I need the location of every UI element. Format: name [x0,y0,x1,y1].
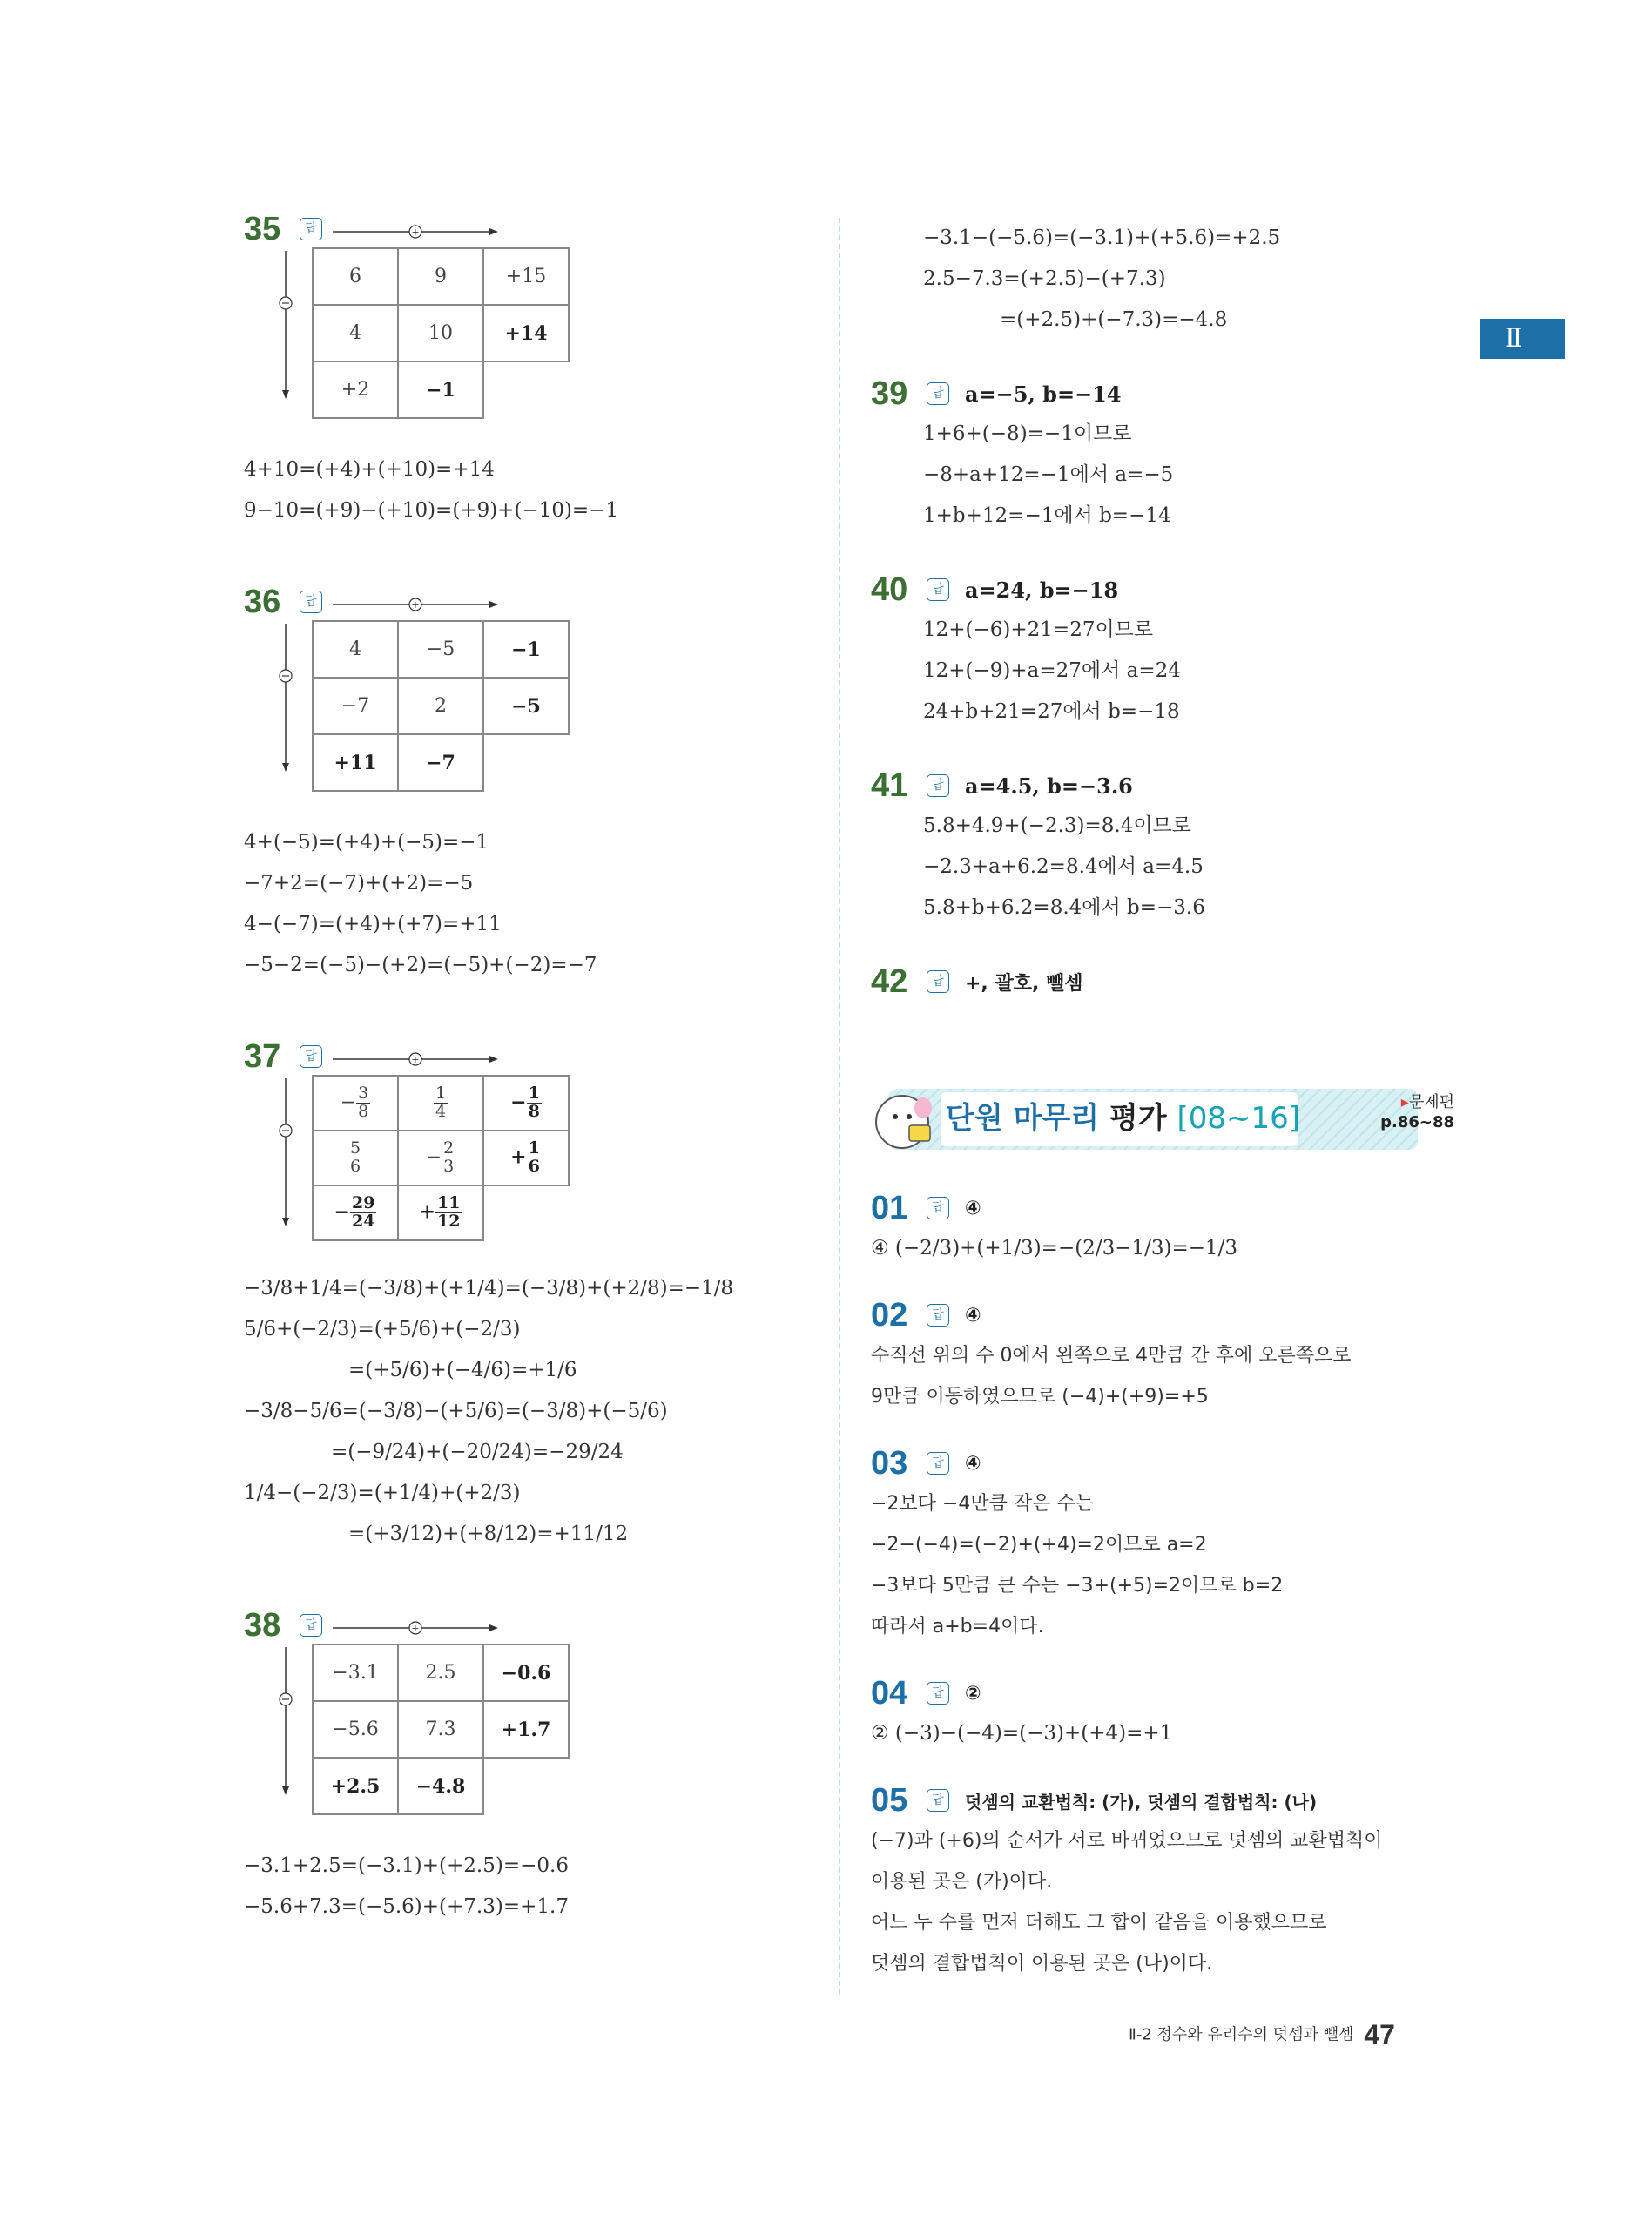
solution-line: −2보다 −4만큼 작은 수는 [871,1493,1094,1515]
page-number: 47 [1364,2019,1395,2050]
triangle-right-icon: ▸ [1400,1093,1409,1111]
solution-line: 4−(−7)=(+4)+(+7)=+11 [244,913,502,935]
problem-35 [244,209,819,531]
problem-37 [244,1037,819,1555]
grid-diagram [280,1619,819,1846]
solution-line: 12+(−9)+a=27에서 a=24 [923,659,1181,682]
unit-title-main: 단원 마무리 [946,1101,1100,1136]
question-number: 04 [871,1674,908,1712]
fraction-grid [312,1075,570,1241]
solution-line: 1+6+(−8)=−1이므로 [923,422,1132,445]
solution-line: ④ (−2/3)+(+1/3)=−(2/3−1/3)=−1/3 [871,1237,1238,1259]
solution-line: −3보다 5만큼 큰 수는 −3+(+5)=2이므로 b=2 [871,1575,1284,1597]
solution-line: 따라서 a+b=4이다. [871,1616,1044,1638]
question-number: 02 [871,1296,908,1334]
grid-diagram [280,223,819,449]
solution-line: −3.1−(−5.6)=(−3.1)+(+5.6)=+2.5 [923,226,1281,249]
grid-cell-answer: −0.6 [483,1644,569,1701]
number-grid [312,1644,570,1815]
grid-cell-answer: −1 [483,621,569,678]
grid-cell: − $\frac{3}{8}$ [313,1076,398,1131]
reference-pages: p.86~88 [1380,1113,1454,1132]
grid-cell: 2 [398,678,483,734]
answer-mark-icon: 답 [927,1304,949,1327]
unit-reference [1380,1092,1454,1133]
grid-cell: −5 [398,621,483,678]
problem-number: 38 [244,1606,281,1644]
answer-mark-icon: 답 [927,1197,949,1219]
plus-arrow-icon [333,596,498,613]
grid-cell-answer: − $\frac{29}{24}$ [313,1185,398,1240]
problem-38 [244,1605,819,1928]
grid-cell: − $\frac{2}{3}$ [398,1131,483,1185]
solution-line: 5.8+b+6.2=8.4에서 b=−3.6 [923,896,1205,919]
grid-cell: −3.1 [313,1644,398,1701]
solution-line: −2−(−4)=(−2)+(+4)=2이므로 a=2 [871,1534,1207,1556]
grid-cell: −7 [313,678,398,734]
grid-cell-empty [483,1185,569,1240]
page-footer [1129,2019,1395,2051]
question-number: 05 [871,1781,908,1819]
grid-cell-answer: − $\frac{1}{8}$ [483,1076,569,1131]
problem-number: 39 [871,375,908,412]
grid-cell-answer: −4.8 [398,1758,483,1814]
grid-cell: 4 [313,621,398,678]
answer-mark-icon: 답 [927,1682,949,1705]
problem-number: 35 [244,210,281,247]
minus-arrow-icon [277,1078,294,1226]
question-01 [871,1188,1446,1269]
solution-line: 9만큼 이동하였으므로 (−4)+(+9)=+5 [871,1386,1209,1408]
problem-42 [871,962,1446,1002]
chapter-tab: Ⅱ [1480,319,1565,359]
grid-cell: +15 [483,248,569,305]
answer-mark-icon: 답 [300,591,322,613]
answer-mark-icon: 답 [300,1614,322,1637]
solution-line: −3/8−5/6=(−3/8)−(+5/6)=(−3/8)+(−5/6) [244,1400,668,1422]
grid-cell: 9 [398,248,483,305]
problem-number: 42 [871,962,908,1000]
minus-arrow-icon [277,624,294,772]
answer-text: ④ [965,1452,981,1475]
answer-text: a=4.5, b=−3.6 [965,773,1133,799]
solution-line: =(+5/6)+(−4/6)=+1/6 [348,1359,577,1381]
solution-line: −3/8+1/4=(−3/8)+(+1/4)=(−3/8)+(+2/8)=−1/8 [244,1277,734,1300]
plus-arrow-icon [333,1050,498,1068]
grid-cell-empty [483,361,569,418]
svg-text:+: + [411,226,420,238]
solution-line: 수직선 위의 수 0에서 왼쪽으로 4만큼 간 후에 오른쪽으로 [871,1345,1352,1367]
grid-cell: 10 [398,305,483,361]
question-03 [871,1443,1446,1647]
svg-text:+: + [411,1623,420,1634]
solution-line: =(+3/12)+(+8/12)=+11/12 [348,1523,629,1545]
answer-mark-icon: 답 [927,382,949,405]
problem-41 [871,766,1446,929]
solution-line: −5−2=(−5)−(+2)=(−5)+(−2)=−7 [244,954,597,976]
problem-number: 37 [244,1037,281,1075]
problem-40 [871,570,1446,733]
question-number: 03 [871,1444,908,1482]
grid-cell: 7.3 [398,1701,483,1758]
solution-line: 덧셈의 결합법칙이 이용된 곳은 (나)이다. [871,1953,1213,1975]
solution-line: 4+10=(+4)+(+10)=+14 [244,458,495,481]
solution-line: −3.1+2.5=(−3.1)+(+2.5)=−0.6 [244,1854,569,1877]
question-05 [871,1780,1446,1984]
grid-cell-answer: +1.7 [483,1701,569,1758]
problem-38-continued [923,218,1446,341]
svg-text:+: + [411,1054,420,1065]
right-column [871,218,1454,2017]
solution-line: 2.5−7.3=(+2.5)−(+7.3) [923,267,1166,290]
grid-cell-empty [483,734,569,791]
solution-line: ② (−3)−(−4)=(−3)+(+4)=+1 [871,1722,1173,1745]
plus-arrow-icon [333,223,498,240]
solution-line: 4+(−5)=(+4)+(−5)=−1 [244,831,489,854]
solution-line: −8+a+12=−1에서 a=−5 [923,463,1174,486]
grid-cell: 6 [313,248,398,305]
question-04 [871,1673,1446,1754]
grid-cell-answer: +11 [313,734,398,791]
problem-number: 40 [871,571,908,608]
grid-cell: $\frac{5}{6}$ [313,1131,398,1185]
grid-diagram [280,1050,819,1268]
unit-range: [08~16] [1177,1101,1300,1136]
grid-cell-empty [483,1758,569,1814]
grid-cell-answer: +14 [483,305,569,361]
reference-label: 문제편 [1408,1093,1454,1111]
answer-mark-icon: 답 [300,218,322,240]
grid-cell-answer: −7 [398,734,483,791]
answer-mark-icon: 답 [300,1045,322,1068]
answer-text: ② [965,1682,981,1705]
problem-36 [244,582,819,986]
solution-line: =(+2.5)+(−7.3)=−4.8 [1000,308,1228,331]
solution-line: 5/6+(−2/3)=(+5/6)+(−2/3) [244,1318,521,1340]
number-grid [312,247,570,419]
grid-cell: −5.6 [313,1701,398,1758]
answer-text: a=24, b=−18 [965,577,1119,603]
left-column [244,209,819,1978]
grid-diagram [280,596,819,822]
grid-cell: 4 [313,305,398,361]
answer-mark-icon: 답 [927,1789,949,1812]
answer-text: ④ [965,1197,981,1219]
solution-line: 5.8+4.9+(−2.3)=8.4이므로 [923,814,1191,837]
grid-cell: $\frac{1}{4}$ [398,1076,483,1131]
chapter-name: Ⅱ-2 정수와 유리수의 덧셈과 뺄셈 [1129,2025,1354,2044]
number-grid [312,620,570,792]
solution-line: −2.3+a+6.2=8.4에서 a=4.5 [923,855,1204,878]
svg-text:+: + [411,599,420,611]
answer-mark-icon: 답 [927,970,949,993]
solution-line: =(−9/24)+(−20/24)=−29/24 [331,1441,624,1463]
solution-line: 9−10=(+9)−(+10)=(+9)+(−10)=−1 [244,499,619,522]
grid-cell-answer: −1 [398,361,483,418]
plus-arrow-icon [333,1619,498,1637]
solution-line: 24+b+21=27에서 b=−18 [923,700,1180,723]
problem-39 [871,374,1446,537]
solution-line: 1/4−(−2/3)=(+1/4)+(+2/3) [244,1482,521,1504]
answer-mark-icon: 답 [927,578,949,601]
unit-title [946,1094,1300,1137]
grid-cell-answer: −5 [483,678,569,734]
solution-line: 이용된 곳은 (가)이다. [871,1871,1053,1893]
solution-line: 12+(−6)+21=27이므로 [923,618,1154,641]
solution-line: (−7)과 (+6)의 순서가 서로 바뀌었으므로 덧셈의 교환법칙이 [871,1830,1383,1852]
unit-title-eval: 평가 [1109,1101,1167,1136]
question-02 [871,1295,1446,1417]
question-number: 01 [871,1189,908,1226]
unit-review-header [871,1082,1454,1155]
grid-cell-answer: + $\frac{11}{12}$ [398,1185,483,1240]
solution-line: 1+b+12=−1에서 b=−14 [923,504,1171,527]
solution-line: −5.6+7.3=(−5.6)+(+7.3)=+1.7 [244,1895,569,1918]
problem-number: 41 [871,766,908,804]
grid-cell-answer: + $\frac{1}{6}$ [483,1131,569,1185]
answer-text: a=−5, b=−14 [965,381,1122,407]
solution-line: −7+2=(−7)+(+2)=−5 [244,872,474,895]
problem-number: 36 [244,583,281,620]
column-divider [839,218,840,1995]
grid-cell: +2 [313,361,398,418]
answer-mark-icon: 답 [927,774,949,797]
grid-cell: 2.5 [398,1644,483,1701]
answer-text: +, 괄호, 뺄셈 [965,972,1083,995]
minus-arrow-icon [277,1647,294,1795]
grid-cell-answer: +2.5 [313,1758,398,1814]
minus-arrow-icon [277,251,294,399]
answer-mark-icon: 답 [927,1452,949,1475]
solution-line: 어느 두 수를 먼저 더해도 그 합이 같음을 이용했으므로 [871,1912,1327,1934]
answer-text: ④ [965,1304,981,1327]
answer-text: 덧셈의 교환법칙: (가), 덧셈의 결합법칙: (나) [965,1791,1318,1813]
